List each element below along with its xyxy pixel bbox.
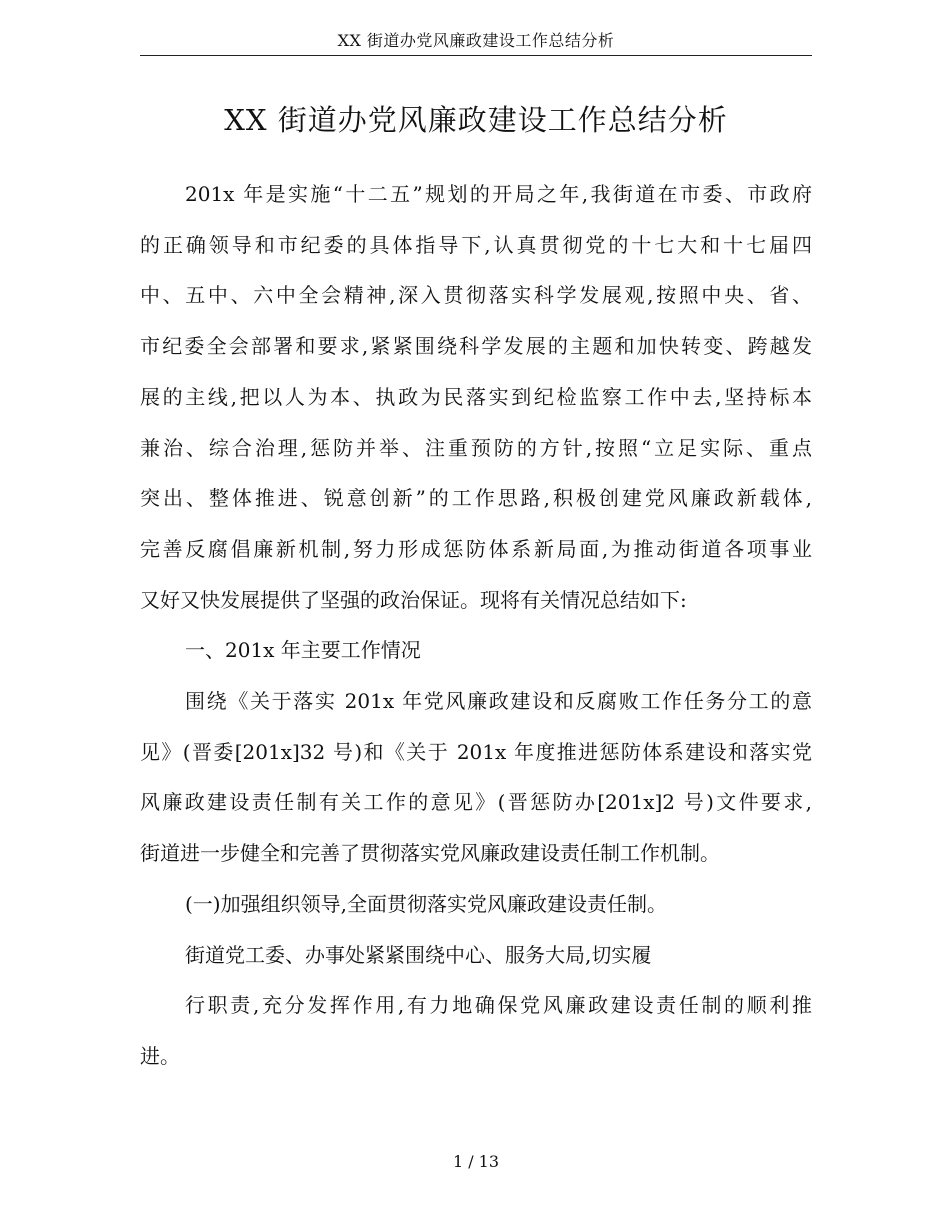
document-body <box>140 169 812 1082</box>
subsection-heading-text: (一)加强组织领导,全面贯彻落实党风廉政建设责任制。 <box>185 891 667 916</box>
page-number: 1 / 13 <box>452 1152 500 1171</box>
text-line: 展的主线,把以人为本、执政为民落实到纪检监察工作中去,坚持标本 <box>140 384 812 409</box>
body-paragraph <box>140 676 812 879</box>
text-line: 又好又快发展提供了坚强的政治保证。现将有关情况总结如下: <box>140 587 687 612</box>
intro-paragraph <box>140 169 812 625</box>
section-heading <box>140 625 812 676</box>
subsection-heading <box>140 879 812 930</box>
text-line: 中、五中、六中全会精神,深入贯彻落实科学发展观,按照中央、省、 <box>140 283 812 308</box>
section-heading-text: 一、201x 年主要工作情况 <box>185 638 421 663</box>
text-line: 的正确领导和市纪委的具体指导下,认真贯彻党的十七大和十七届四 <box>140 232 812 257</box>
text-line: 街道党工委、办事处紧紧围绕中心、服务大局,切实履 <box>185 942 652 967</box>
text-line: 围绕《关于落实 201x 年党风廉政建设和反腐败工作任务分工的意 <box>185 689 812 714</box>
text-line: 突出、整体推进、锐意创新”的工作思路,积极创建党风廉政新载体, <box>140 486 812 511</box>
text-line: 行职责,充分发挥作用,有力地确保党风廉政建设责任制的顺利推 <box>185 993 812 1018</box>
text-line: 进。 <box>140 1043 180 1068</box>
text-line: 街道进一步健全和完善了贯彻落实党风廉政建设责任制工作机制。 <box>140 841 720 866</box>
text-line: 兼治、综合治理,惩防并举、注重预防的方针,按照“立足实际、重点 <box>140 435 812 460</box>
document-title: XX 街道办党风廉政建设工作总结分析 <box>224 103 728 137</box>
header-divider <box>140 55 812 56</box>
text-line: 完善反腐倡廉新机制,努力形成惩防体系新局面,为推动街道各项事业 <box>140 536 812 561</box>
text-line: 见》(晋委[201x]32 号)和《关于 201x 年度推进惩防体系建设和落实党 <box>140 739 812 764</box>
body-paragraph <box>140 930 812 981</box>
text-line: 市纪委全会部署和要求,紧紧围绕科学发展的主题和加快转变、跨越发 <box>140 334 812 359</box>
running-header: XX 街道办党风廉政建设工作总结分析 <box>337 31 615 50</box>
text-line: 201x 年是实施“十二五”规划的开局之年,我街道在市委、市政府 <box>185 182 812 206</box>
body-paragraph <box>140 980 812 1081</box>
text-line: 风廉政建设责任制有关工作的意见》(晋惩防办[201x]2 号)文件要求, <box>140 790 812 815</box>
